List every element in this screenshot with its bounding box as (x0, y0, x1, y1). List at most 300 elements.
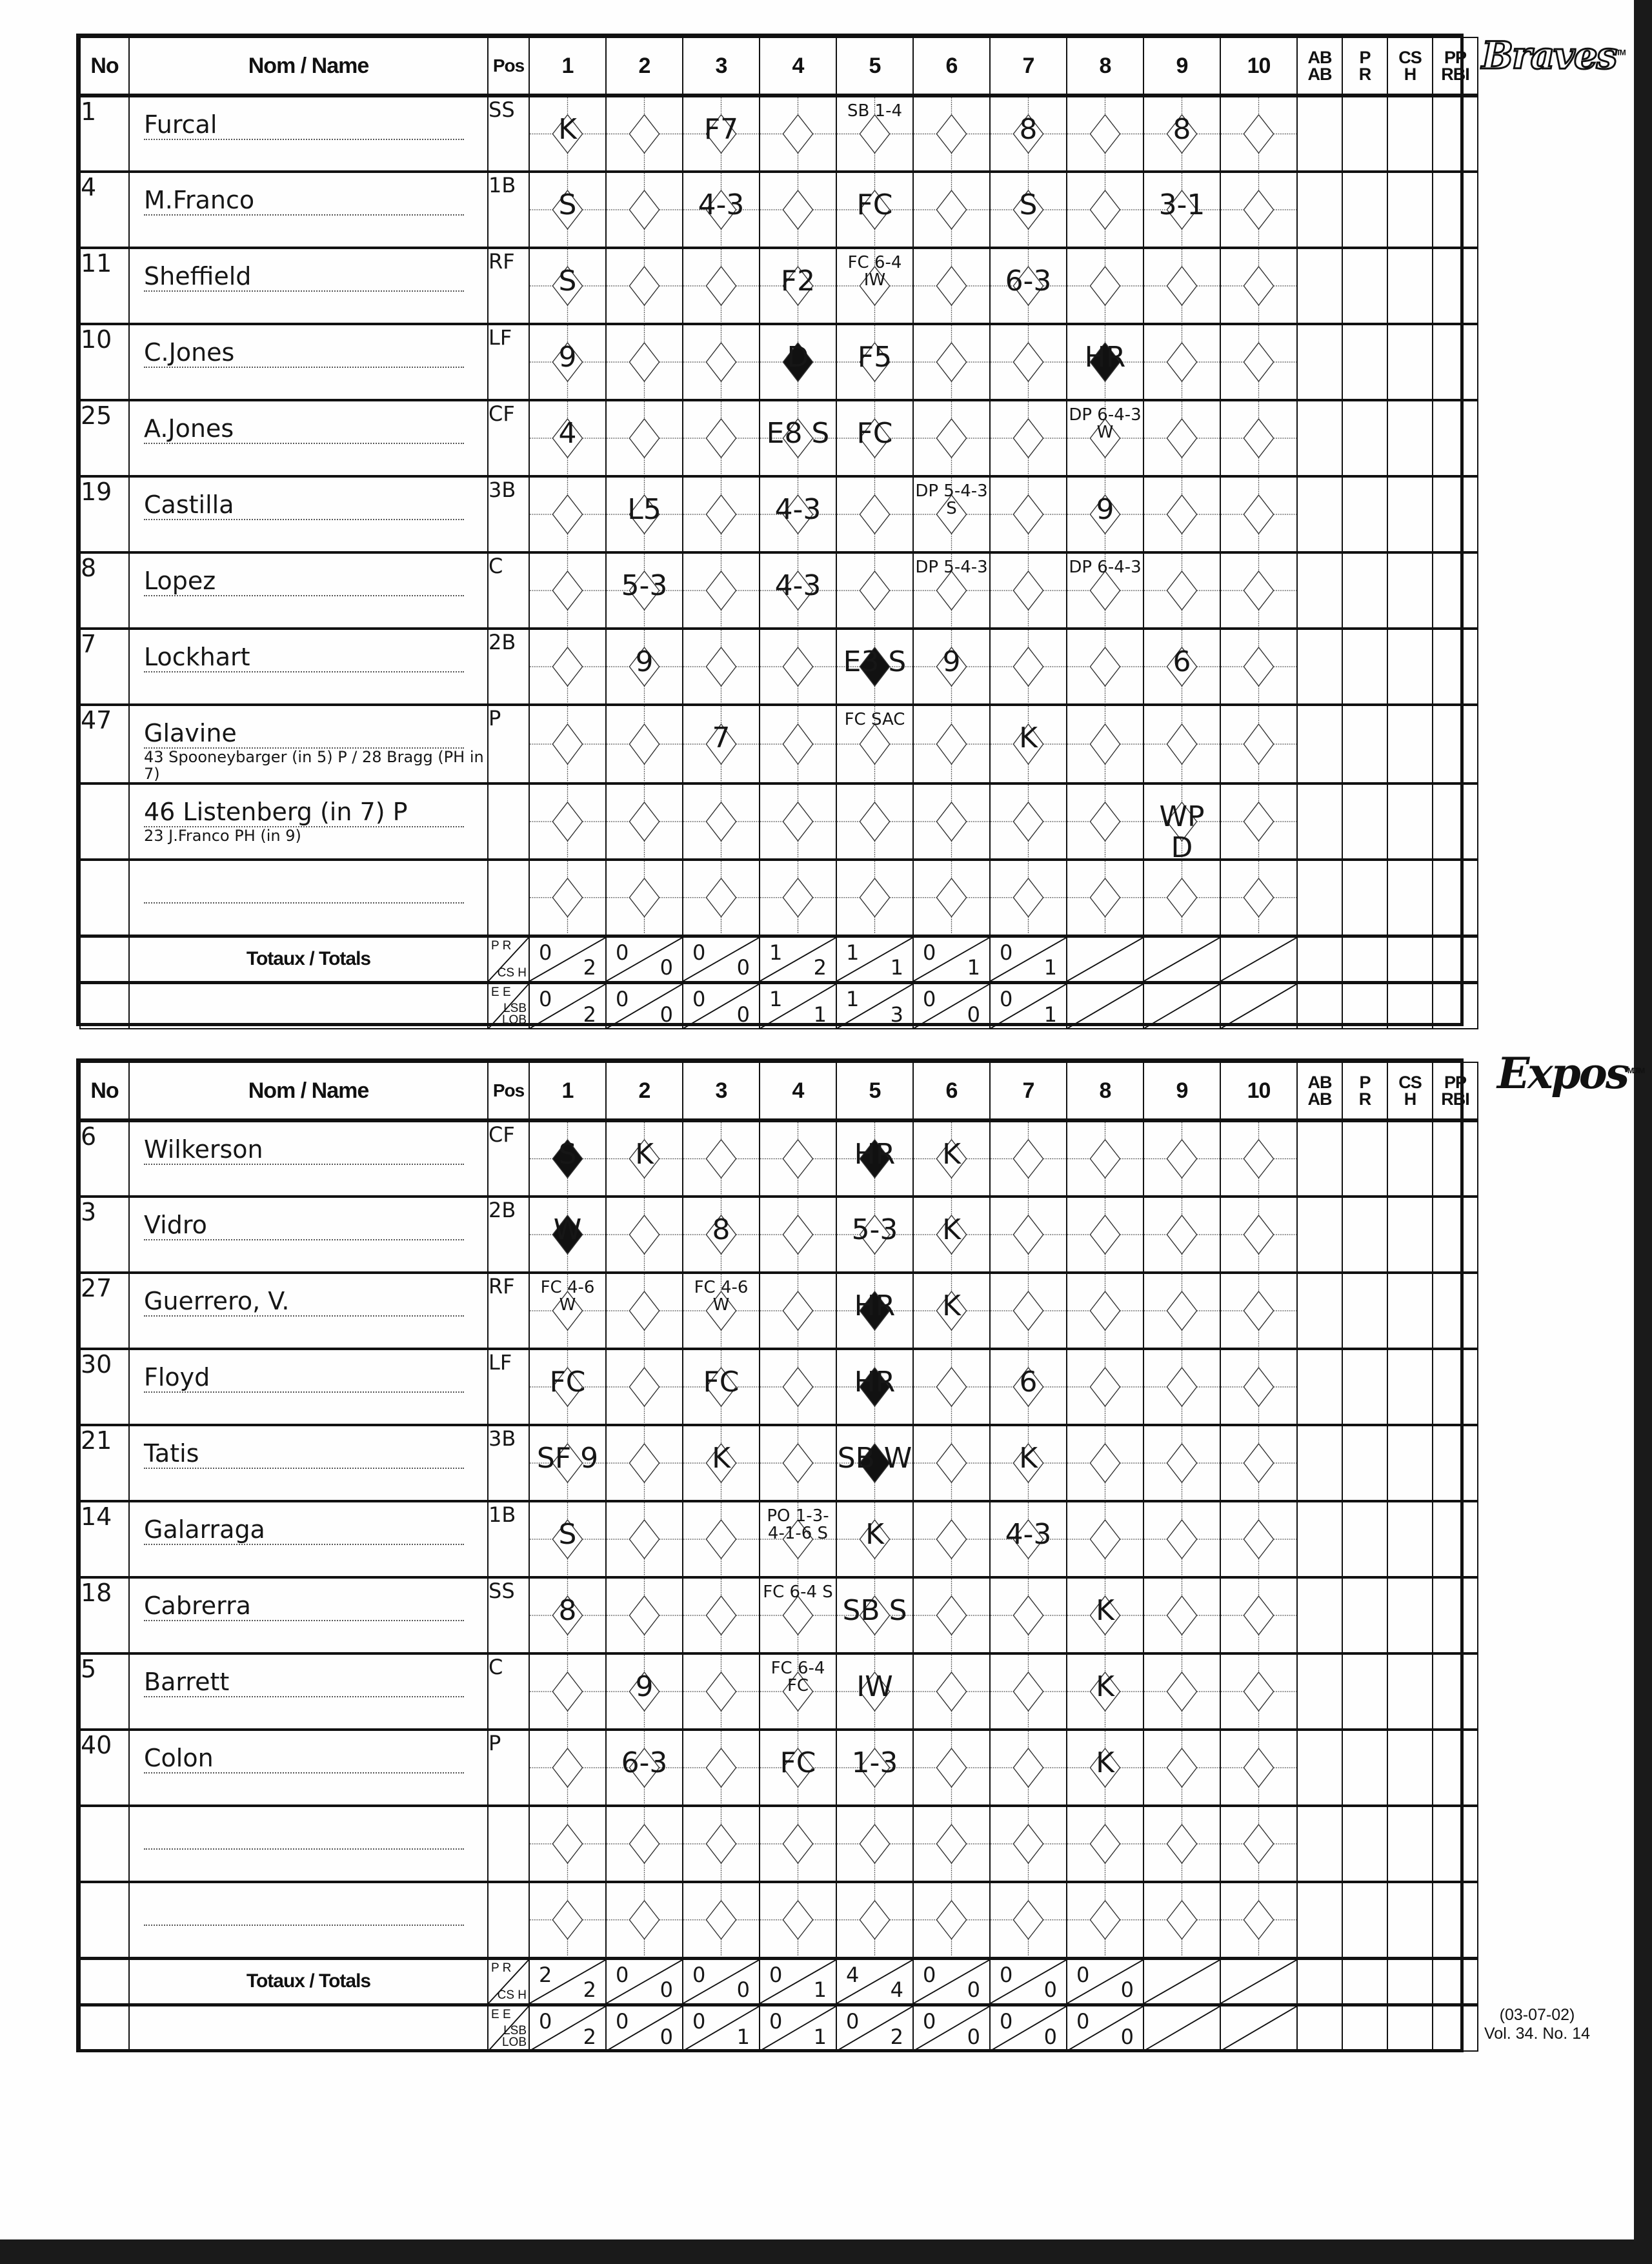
at-bat-cell[interactable] (990, 1730, 1067, 1806)
at-bat-cell[interactable] (836, 552, 913, 629)
at-bat-cell[interactable] (1220, 1882, 1297, 1958)
at-bat-cell[interactable] (913, 476, 990, 552)
at-bat-cell[interactable] (1067, 172, 1143, 248)
at-bat-cell[interactable] (606, 1501, 683, 1577)
at-bat-cell[interactable] (683, 1197, 760, 1273)
at-bat-cell[interactable] (836, 705, 913, 783)
at-bat-cell[interactable] (913, 783, 990, 860)
at-bat-cell[interactable] (760, 400, 836, 476)
at-bat-cell[interactable] (913, 1273, 990, 1349)
at-bat-cell[interactable] (990, 783, 1067, 860)
at-bat-cell[interactable] (913, 860, 990, 936)
at-bat-cell[interactable] (529, 172, 606, 248)
at-bat-cell[interactable] (1220, 552, 1297, 629)
stat-cell[interactable] (1433, 1730, 1478, 1806)
at-bat-cell[interactable] (1143, 1653, 1220, 1730)
at-bat-cell[interactable] (990, 476, 1067, 552)
at-bat-cell[interactable] (1220, 1806, 1297, 1882)
at-bat-cell[interactable] (1220, 324, 1297, 400)
stat-total-cell[interactable] (1387, 1958, 1433, 2005)
stat-cell[interactable] (1297, 96, 1342, 172)
at-bat-cell[interactable] (1220, 1425, 1297, 1501)
at-bat-cell[interactable] (913, 96, 990, 172)
at-bat-cell[interactable] (760, 1349, 836, 1425)
at-bat-cell[interactable] (1067, 1730, 1143, 1806)
stat-cell[interactable] (1342, 96, 1387, 172)
stat-cell[interactable] (1342, 1349, 1387, 1425)
stat-cell[interactable] (1297, 1197, 1342, 1273)
stat-cell[interactable] (1297, 552, 1342, 629)
stat-total-cell[interactable] (1297, 2005, 1342, 2051)
at-bat-cell[interactable] (606, 860, 683, 936)
at-bat-cell[interactable] (760, 172, 836, 248)
at-bat-cell[interactable] (606, 248, 683, 324)
at-bat-cell[interactable] (1220, 96, 1297, 172)
at-bat-cell[interactable] (683, 1882, 760, 1958)
at-bat-cell[interactable] (990, 1197, 1067, 1273)
at-bat-cell[interactable] (760, 860, 836, 936)
at-bat-cell[interactable] (913, 552, 990, 629)
at-bat-cell[interactable] (990, 552, 1067, 629)
stat-cell[interactable] (1342, 1425, 1387, 1501)
at-bat-cell[interactable] (990, 1806, 1067, 1882)
stat-cell[interactable] (1433, 629, 1478, 705)
at-bat-cell[interactable] (836, 860, 913, 936)
at-bat-cell[interactable] (760, 476, 836, 552)
stat-cell[interactable] (1387, 860, 1433, 936)
at-bat-cell[interactable] (760, 1806, 836, 1882)
at-bat-cell[interactable] (913, 1806, 990, 1882)
at-bat-cell[interactable] (1220, 783, 1297, 860)
at-bat-cell[interactable] (529, 1425, 606, 1501)
stat-cell[interactable] (1387, 1349, 1433, 1425)
stat-cell[interactable] (1387, 1806, 1433, 1882)
stat-cell[interactable] (1387, 324, 1433, 400)
at-bat-cell[interactable] (683, 96, 760, 172)
stat-cell[interactable] (1387, 476, 1433, 552)
stat-cell[interactable] (1297, 860, 1342, 936)
stat-cell[interactable] (1433, 1273, 1478, 1349)
at-bat-cell[interactable] (1143, 172, 1220, 248)
at-bat-cell[interactable] (1143, 629, 1220, 705)
at-bat-cell[interactable] (990, 629, 1067, 705)
stat-cell[interactable] (1342, 705, 1387, 783)
at-bat-cell[interactable] (1220, 860, 1297, 936)
stat-total-cell[interactable] (1387, 936, 1433, 982)
at-bat-cell[interactable] (913, 1349, 990, 1425)
at-bat-cell[interactable] (1067, 324, 1143, 400)
at-bat-cell[interactable] (760, 1730, 836, 1806)
stat-cell[interactable] (1342, 1730, 1387, 1806)
stat-total-cell[interactable] (1297, 1958, 1342, 2005)
at-bat-cell[interactable] (1067, 1501, 1143, 1577)
at-bat-cell[interactable] (683, 552, 760, 629)
at-bat-cell[interactable] (1067, 1273, 1143, 1349)
at-bat-cell[interactable] (913, 248, 990, 324)
at-bat-cell[interactable] (760, 1653, 836, 1730)
stat-cell[interactable] (1342, 248, 1387, 324)
stat-cell[interactable] (1387, 1273, 1433, 1349)
stat-cell[interactable] (1433, 1882, 1478, 1958)
at-bat-cell[interactable] (1067, 629, 1143, 705)
at-bat-cell[interactable] (1067, 248, 1143, 324)
stat-cell[interactable] (1387, 1425, 1433, 1501)
stat-cell[interactable] (1433, 1806, 1478, 1882)
stat-cell[interactable] (1387, 172, 1433, 248)
at-bat-cell[interactable] (1143, 1197, 1220, 1273)
stat-cell[interactable] (1342, 476, 1387, 552)
at-bat-cell[interactable] (836, 1730, 913, 1806)
at-bat-cell[interactable] (1220, 1577, 1297, 1653)
stat-cell[interactable] (1387, 1653, 1433, 1730)
at-bat-cell[interactable] (1067, 1806, 1143, 1882)
at-bat-cell[interactable] (913, 172, 990, 248)
at-bat-cell[interactable] (990, 1577, 1067, 1653)
at-bat-cell[interactable] (1220, 476, 1297, 552)
at-bat-cell[interactable] (1220, 1197, 1297, 1273)
at-bat-cell[interactable] (1220, 172, 1297, 248)
at-bat-cell[interactable] (606, 1577, 683, 1653)
stat-total-cell[interactable] (1297, 936, 1342, 982)
at-bat-cell[interactable] (529, 860, 606, 936)
at-bat-cell[interactable] (529, 705, 606, 783)
at-bat-cell[interactable] (990, 400, 1067, 476)
at-bat-cell[interactable] (1067, 96, 1143, 172)
at-bat-cell[interactable] (990, 1501, 1067, 1577)
at-bat-cell[interactable] (1220, 629, 1297, 705)
at-bat-cell[interactable] (683, 860, 760, 936)
at-bat-cell[interactable] (529, 1501, 606, 1577)
at-bat-cell[interactable] (760, 705, 836, 783)
stat-total-cell[interactable] (1387, 982, 1433, 1029)
at-bat-cell[interactable] (760, 96, 836, 172)
at-bat-cell[interactable] (1143, 1730, 1220, 1806)
stat-cell[interactable] (1387, 1501, 1433, 1577)
at-bat-cell[interactable] (913, 1882, 990, 1958)
at-bat-cell[interactable] (529, 96, 606, 172)
at-bat-cell[interactable] (683, 172, 760, 248)
at-bat-cell[interactable] (606, 324, 683, 400)
at-bat-cell[interactable] (683, 1577, 760, 1653)
at-bat-cell[interactable] (836, 172, 913, 248)
at-bat-cell[interactable] (836, 1349, 913, 1425)
at-bat-cell[interactable] (529, 476, 606, 552)
at-bat-cell[interactable] (913, 1730, 990, 1806)
at-bat-cell[interactable] (606, 96, 683, 172)
at-bat-cell[interactable] (529, 783, 606, 860)
at-bat-cell[interactable] (1220, 1120, 1297, 1197)
stat-cell[interactable] (1342, 629, 1387, 705)
at-bat-cell[interactable] (990, 1349, 1067, 1425)
at-bat-cell[interactable] (683, 1349, 760, 1425)
at-bat-cell[interactable] (913, 324, 990, 400)
at-bat-cell[interactable] (606, 1120, 683, 1197)
stat-cell[interactable] (1297, 1349, 1342, 1425)
at-bat-cell[interactable] (683, 783, 760, 860)
stat-cell[interactable] (1297, 1425, 1342, 1501)
at-bat-cell[interactable] (606, 783, 683, 860)
at-bat-cell[interactable] (683, 476, 760, 552)
stat-cell[interactable] (1297, 172, 1342, 248)
at-bat-cell[interactable] (990, 248, 1067, 324)
stat-cell[interactable] (1387, 1882, 1433, 1958)
at-bat-cell[interactable] (683, 1425, 760, 1501)
at-bat-cell[interactable] (836, 1425, 913, 1501)
stat-total-cell[interactable] (1342, 936, 1387, 982)
at-bat-cell[interactable] (606, 705, 683, 783)
at-bat-cell[interactable] (606, 400, 683, 476)
at-bat-cell[interactable] (760, 1882, 836, 1958)
stat-cell[interactable] (1433, 248, 1478, 324)
stat-cell[interactable] (1433, 705, 1478, 783)
at-bat-cell[interactable] (529, 1882, 606, 1958)
at-bat-cell[interactable] (836, 476, 913, 552)
stat-cell[interactable] (1387, 1120, 1433, 1197)
at-bat-cell[interactable] (1220, 705, 1297, 783)
at-bat-cell[interactable] (1143, 783, 1220, 864)
at-bat-cell[interactable] (606, 1425, 683, 1501)
at-bat-cell[interactable] (683, 1730, 760, 1806)
at-bat-cell[interactable] (1067, 1197, 1143, 1273)
stat-cell[interactable] (1297, 1273, 1342, 1349)
at-bat-cell[interactable] (683, 248, 760, 324)
at-bat-cell[interactable] (836, 324, 913, 400)
stat-cell[interactable] (1433, 860, 1478, 936)
stat-cell[interactable] (1387, 705, 1433, 783)
stat-cell[interactable] (1387, 552, 1433, 629)
stat-cell[interactable] (1297, 1577, 1342, 1653)
at-bat-cell[interactable] (529, 1273, 606, 1349)
at-bat-cell[interactable] (529, 400, 606, 476)
at-bat-cell[interactable] (836, 783, 913, 860)
at-bat-cell[interactable] (1067, 705, 1143, 783)
stat-cell[interactable] (1387, 1577, 1433, 1653)
stat-cell[interactable] (1433, 96, 1478, 172)
stat-cell[interactable] (1342, 860, 1387, 936)
stat-cell[interactable] (1297, 324, 1342, 400)
stat-cell[interactable] (1387, 783, 1433, 860)
at-bat-cell[interactable] (606, 1653, 683, 1730)
at-bat-cell[interactable] (529, 1577, 606, 1653)
stat-cell[interactable] (1433, 324, 1478, 400)
at-bat-cell[interactable] (683, 324, 760, 400)
at-bat-cell[interactable] (606, 1882, 683, 1958)
at-bat-cell[interactable] (836, 1120, 913, 1197)
at-bat-cell[interactable] (1220, 248, 1297, 324)
at-bat-cell[interactable] (760, 1197, 836, 1273)
at-bat-cell[interactable] (606, 476, 683, 552)
stat-cell[interactable] (1342, 1653, 1387, 1730)
stat-cell[interactable] (1297, 1806, 1342, 1882)
at-bat-cell[interactable] (760, 1425, 836, 1501)
at-bat-cell[interactable] (760, 248, 836, 324)
stat-cell[interactable] (1297, 476, 1342, 552)
stat-cell[interactable] (1297, 248, 1342, 324)
at-bat-cell[interactable] (529, 1120, 606, 1197)
at-bat-cell[interactable] (836, 1806, 913, 1882)
at-bat-cell[interactable] (1143, 705, 1220, 783)
stat-cell[interactable] (1297, 1653, 1342, 1730)
at-bat-cell[interactable] (836, 1501, 913, 1577)
at-bat-cell[interactable] (1143, 476, 1220, 552)
at-bat-cell[interactable] (990, 860, 1067, 936)
at-bat-cell[interactable] (1067, 552, 1143, 629)
stat-cell[interactable] (1433, 1653, 1478, 1730)
stat-cell[interactable] (1342, 552, 1387, 629)
at-bat-cell[interactable] (1143, 1273, 1220, 1349)
at-bat-cell[interactable] (836, 1197, 913, 1273)
at-bat-cell[interactable] (913, 1425, 990, 1501)
stat-total-cell[interactable] (1433, 982, 1478, 1029)
stat-cell[interactable] (1433, 1577, 1478, 1653)
at-bat-cell[interactable] (606, 1349, 683, 1425)
at-bat-cell[interactable] (1143, 400, 1220, 476)
at-bat-cell[interactable] (683, 1273, 760, 1349)
at-bat-cell[interactable] (1067, 1425, 1143, 1501)
stat-cell[interactable] (1433, 1349, 1478, 1425)
at-bat-cell[interactable] (529, 1806, 606, 1882)
at-bat-cell[interactable] (990, 324, 1067, 400)
at-bat-cell[interactable] (836, 1882, 913, 1958)
at-bat-cell[interactable] (683, 400, 760, 476)
stat-cell[interactable] (1297, 1882, 1342, 1958)
stat-cell[interactable] (1342, 172, 1387, 248)
stat-cell[interactable] (1342, 783, 1387, 860)
at-bat-cell[interactable] (760, 1120, 836, 1197)
at-bat-cell[interactable] (990, 1425, 1067, 1501)
at-bat-cell[interactable] (606, 1197, 683, 1273)
at-bat-cell[interactable] (1143, 552, 1220, 629)
at-bat-cell[interactable] (529, 248, 606, 324)
at-bat-cell[interactable] (529, 629, 606, 705)
stat-cell[interactable] (1387, 1197, 1433, 1273)
stat-cell[interactable] (1297, 1730, 1342, 1806)
at-bat-cell[interactable] (1143, 1806, 1220, 1882)
stat-cell[interactable] (1433, 1425, 1478, 1501)
at-bat-cell[interactable] (1143, 1425, 1220, 1501)
stat-cell[interactable] (1297, 783, 1342, 860)
at-bat-cell[interactable] (760, 552, 836, 629)
at-bat-cell[interactable] (913, 629, 990, 705)
stat-cell[interactable] (1433, 1197, 1478, 1273)
at-bat-cell[interactable] (683, 1653, 760, 1730)
at-bat-cell[interactable] (760, 629, 836, 705)
at-bat-cell[interactable] (1143, 860, 1220, 936)
at-bat-cell[interactable] (913, 705, 990, 783)
stat-cell[interactable] (1342, 1806, 1387, 1882)
at-bat-cell[interactable] (529, 552, 606, 629)
at-bat-cell[interactable] (836, 400, 913, 476)
at-bat-cell[interactable] (683, 705, 760, 783)
at-bat-cell[interactable] (606, 1273, 683, 1349)
stat-total-cell[interactable] (1342, 1958, 1387, 2005)
at-bat-cell[interactable] (1143, 1120, 1220, 1197)
at-bat-cell[interactable] (760, 1577, 836, 1653)
stat-cell[interactable] (1387, 1730, 1433, 1806)
at-bat-cell[interactable] (1220, 1349, 1297, 1425)
stat-cell[interactable] (1433, 172, 1478, 248)
stat-cell[interactable] (1342, 324, 1387, 400)
stat-cell[interactable] (1433, 552, 1478, 629)
at-bat-cell[interactable] (683, 1806, 760, 1882)
at-bat-cell[interactable] (606, 172, 683, 248)
at-bat-cell[interactable] (1220, 1730, 1297, 1806)
at-bat-cell[interactable] (760, 783, 836, 860)
at-bat-cell[interactable] (606, 629, 683, 705)
stat-cell[interactable] (1297, 1120, 1342, 1197)
at-bat-cell[interactable] (990, 1120, 1067, 1197)
at-bat-cell[interactable] (529, 324, 606, 400)
stat-cell[interactable] (1342, 1501, 1387, 1577)
stat-cell[interactable] (1342, 1882, 1387, 1958)
at-bat-cell[interactable] (836, 1653, 913, 1730)
at-bat-cell[interactable] (990, 1653, 1067, 1730)
at-bat-cell[interactable] (1220, 400, 1297, 476)
at-bat-cell[interactable] (1143, 1501, 1220, 1577)
at-bat-cell[interactable] (836, 1273, 913, 1349)
at-bat-cell[interactable] (683, 1501, 760, 1577)
at-bat-cell[interactable] (913, 400, 990, 476)
at-bat-cell[interactable] (1143, 1577, 1220, 1653)
at-bat-cell[interactable] (1067, 476, 1143, 552)
at-bat-cell[interactable] (1067, 1882, 1143, 1958)
at-bat-cell[interactable] (683, 1120, 760, 1197)
at-bat-cell[interactable] (1143, 248, 1220, 324)
stat-total-cell[interactable] (1433, 936, 1478, 982)
at-bat-cell[interactable] (913, 1120, 990, 1197)
at-bat-cell[interactable] (683, 629, 760, 705)
stat-cell[interactable] (1387, 96, 1433, 172)
at-bat-cell[interactable] (990, 172, 1067, 248)
at-bat-cell[interactable] (990, 1273, 1067, 1349)
at-bat-cell[interactable] (1067, 783, 1143, 860)
stat-total-cell[interactable] (1387, 2005, 1433, 2051)
at-bat-cell[interactable] (529, 1730, 606, 1806)
stat-cell[interactable] (1342, 1120, 1387, 1197)
at-bat-cell[interactable] (606, 552, 683, 629)
stat-cell[interactable] (1297, 705, 1342, 783)
stat-cell[interactable] (1342, 1197, 1387, 1273)
stat-total-cell[interactable] (1433, 1958, 1478, 2005)
stat-cell[interactable] (1387, 629, 1433, 705)
at-bat-cell[interactable] (990, 1882, 1067, 1958)
at-bat-cell[interactable] (836, 1577, 913, 1653)
at-bat-cell[interactable] (1143, 1882, 1220, 1958)
stat-total-cell[interactable] (1342, 982, 1387, 1029)
stat-cell[interactable] (1433, 400, 1478, 476)
at-bat-cell[interactable] (1067, 860, 1143, 936)
at-bat-cell[interactable] (913, 1501, 990, 1577)
stat-cell[interactable] (1387, 400, 1433, 476)
at-bat-cell[interactable] (606, 1730, 683, 1806)
at-bat-cell[interactable] (529, 1349, 606, 1425)
at-bat-cell[interactable] (1143, 1349, 1220, 1425)
stat-cell[interactable] (1433, 1120, 1478, 1197)
at-bat-cell[interactable] (1220, 1273, 1297, 1349)
stat-cell[interactable] (1433, 783, 1478, 860)
at-bat-cell[interactable] (913, 1653, 990, 1730)
at-bat-cell[interactable] (990, 705, 1067, 783)
at-bat-cell[interactable] (1067, 1120, 1143, 1197)
at-bat-cell[interactable] (836, 96, 913, 172)
at-bat-cell[interactable] (1067, 1653, 1143, 1730)
stat-cell[interactable] (1387, 248, 1433, 324)
at-bat-cell[interactable] (606, 1806, 683, 1882)
at-bat-cell[interactable] (913, 1577, 990, 1653)
at-bat-cell[interactable] (990, 96, 1067, 172)
at-bat-cell[interactable] (1143, 96, 1220, 172)
stat-cell[interactable] (1297, 1501, 1342, 1577)
